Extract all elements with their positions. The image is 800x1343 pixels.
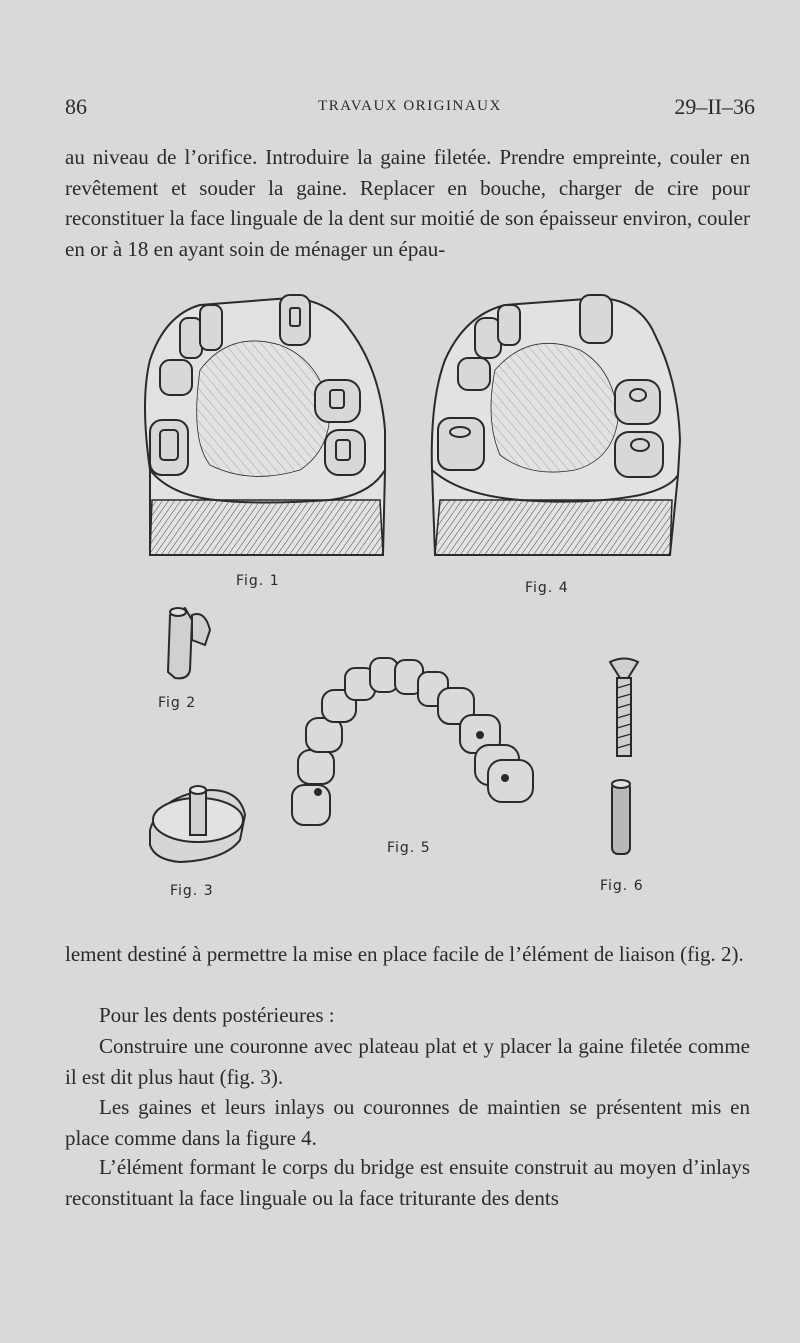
fig6-label: Fig. 6 (600, 878, 644, 894)
paragraph-4: Les gaines et leurs inlays ou couronnes de maintien se présentent mis en place comme dans la figure 4. (65, 1095, 750, 1150)
page-number: 86 (65, 94, 87, 119)
paragraph-top: au niveau de l’orifice. Introduire la gaine filetée. Prendre empreinte, couler en revêtement et souder la gaine. Replacer en bouche, charger de cire pour reconstituer la face linguale de la dent sur moitié de son épaisseur environ, couler en or à 18 en ayant soin de ménager un épau- (65, 145, 750, 261)
figure-6-screw (610, 659, 638, 757)
fig1-label: Fig. 1 (236, 573, 280, 589)
figure-3-crown (150, 786, 245, 862)
figure-1-model (145, 295, 385, 555)
figure-6-sheath (612, 780, 630, 854)
fig4-label: Fig. 4 (525, 580, 569, 596)
running-title: TRAVAUX ORIGINAUX (318, 98, 502, 114)
figure-5-bridge (292, 658, 533, 825)
paragraph-3: Construire une couronne avec plateau plat et y placer la gaine filetée comme il est dit plus haut (fig. 3). (65, 1034, 750, 1089)
figure-4-model (432, 295, 680, 555)
fig2-label: Fig 2 (158, 695, 197, 711)
paragraph-1: lement destiné à permettre la mise en place facile de l’élément de liaison (fig. 2). (65, 942, 744, 966)
paragraph-2: Pour les dents postérieures : (99, 1003, 335, 1027)
paragraph-5: L’élément formant le corps du bridge est ensuite construit au moyen d’inlays reconstituant la face linguale ou la face triturante des dents (65, 1155, 750, 1210)
header-date: 29–II–36 (674, 94, 755, 119)
fig3-label: Fig. 3 (170, 883, 214, 899)
fig5-label: Fig. 5 (387, 840, 431, 856)
figure-2-element (168, 608, 210, 678)
